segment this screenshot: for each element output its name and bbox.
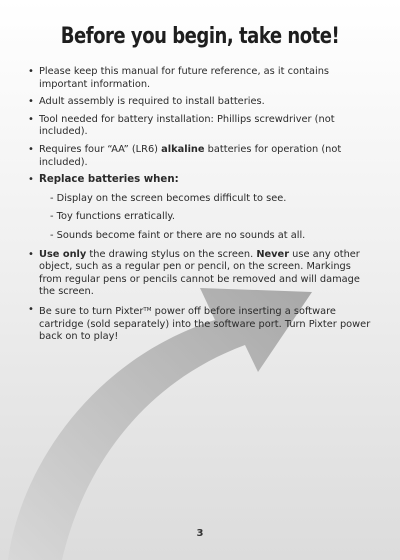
batteries-text-post: batteries for operation (not included). bbox=[39, 143, 342, 168]
use-only-emphasis: Use only bbox=[39, 248, 87, 260]
power-text-post: power off before inserting a software cartridge (sold separately) into the software port. Turn Pixter power back on to play! bbox=[39, 305, 371, 343]
power-text-pre: Be sure to turn Pixter bbox=[39, 305, 144, 317]
stylus-text-mid: the drawing stylus on the screen. bbox=[86, 248, 257, 260]
notes-list bbox=[28, 66, 376, 349]
note-item-replace-batteries bbox=[28, 174, 376, 242]
note-item-manual: • Please keep this manual for future reference, as it contains important information. bbox=[28, 66, 376, 91]
note-item-stylus bbox=[28, 249, 376, 299]
sub-item-sounds: - Sounds become faint or there are no sounds at all. bbox=[50, 229, 306, 241]
sub-item-display: - Display on the screen becomes difficult to see. bbox=[50, 192, 287, 204]
page-title: Before you begin, take note! bbox=[60, 24, 340, 49]
page-number: 3 bbox=[196, 528, 204, 539]
note-item-tool: • Tool needed for battery installation: Phillips screwdriver (not included). bbox=[28, 114, 376, 139]
never-emphasis: Never bbox=[256, 248, 290, 260]
note-item-power bbox=[28, 304, 376, 344]
stylus-text-post: use any other object, such as a regular pen or pencil, on the screen. Markings from regular pens or pencils cannot be removed and will damage the screen. bbox=[39, 248, 360, 298]
note-item-batteries bbox=[28, 144, 376, 169]
replace-batteries-heading: Replace batteries when: bbox=[39, 174, 179, 186]
alkaline-emphasis: alkaline bbox=[161, 143, 205, 155]
trademark-mark: TM bbox=[143, 306, 152, 313]
batteries-text-pre: Requires four “AA” (LR6) bbox=[39, 143, 162, 155]
note-item-assembly: • Adult assembly is required to install batteries. bbox=[28, 96, 376, 109]
replace-batteries-sublist bbox=[39, 193, 376, 243]
sub-item-functions: - Toy functions erratically. bbox=[50, 211, 175, 223]
